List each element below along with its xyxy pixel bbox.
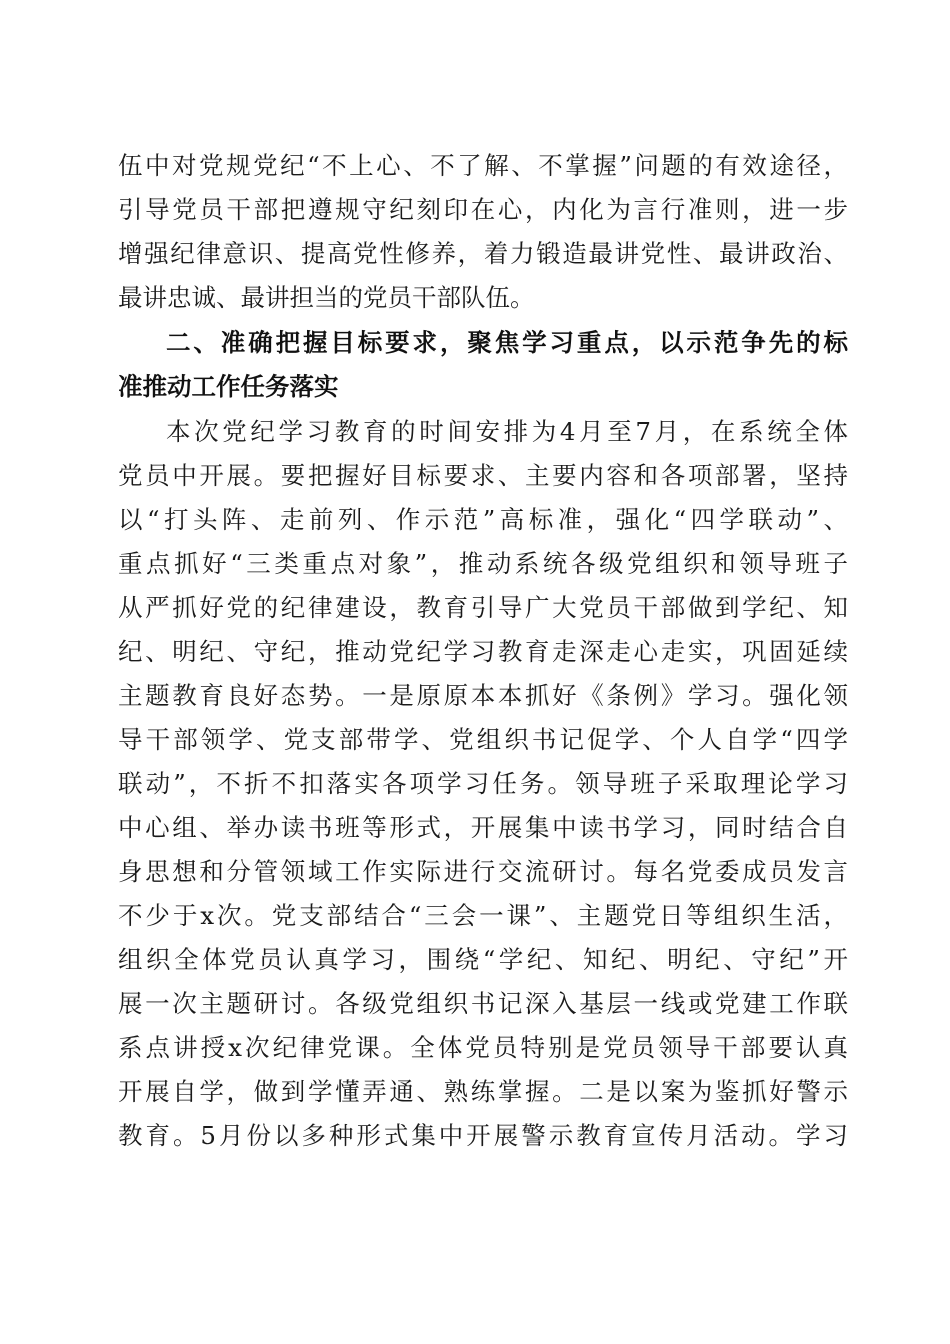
- paragraph-line: 重点抓好“三类重点对象”，推动系统各级党组织和领导班子: [118, 549, 848, 578]
- section-heading: 准推动工作任务落实: [118, 372, 339, 401]
- paragraph-line: 联动”，不折不扣落实各项学习任务。领导班子采取理论学习: [118, 769, 848, 798]
- paragraph-line: 身思想和分管领域工作实际进行交流研讨。每名党委成员发言: [118, 857, 848, 886]
- paragraph-line: 伍中对党规党纪“不上心、不了解、不掌握”问题的有效途径，: [118, 151, 848, 180]
- paragraph-line: 增强纪律意识、提高党性修养，着力锻造最讲党性、最讲政治、: [118, 239, 848, 268]
- paragraph-line: 展一次主题研讨。各级党组织书记深入基层一线或党建工作联: [118, 989, 848, 1018]
- paragraph-line: 组织全体党员认真学习，围绕“学纪、知纪、明纪、守纪”开: [118, 945, 848, 974]
- paragraph-line: 主题教育良好态势。一是原原本本抓好《条例》学习。强化领: [118, 681, 848, 710]
- paragraph-line: 教育。5月份以多种形式集中开展警示教育宣传月活动。学习: [118, 1121, 848, 1150]
- paragraph-line: 最讲忠诚、最讲担当的党员干部队伍。: [118, 283, 535, 312]
- paragraph-line: 纪、明纪、守纪，推动党纪学习教育走深走心走实，巩固延续: [118, 637, 848, 666]
- paragraph-line: 以“打头阵、走前列、作示范”高标准，强化“四学联动”、: [118, 505, 848, 534]
- paragraph-line: 导干部领学、党支部带学、党组织书记促学、个人自学“四学: [118, 725, 848, 754]
- paragraph-line: 中心组、举办读书班等形式，开展集中读书学习，同时结合自: [118, 813, 848, 842]
- section-heading: 二、准确把握目标要求，聚焦学习重点，以示范争先的标: [166, 328, 848, 357]
- paragraph-line: 党员中开展。要把握好目标要求、主要内容和各项部署，坚持: [118, 461, 848, 490]
- paragraph-line: 开展自学，做到学懂弄通、熟练掌握。二是以案为鉴抓好警示: [118, 1077, 848, 1106]
- paragraph-line: 系点讲授x次纪律党课。全体党员特别是党员领导干部要认真: [118, 1033, 848, 1062]
- paragraph-line: 从严抓好党的纪律建设，教育引导广大党员干部做到学纪、知: [118, 593, 848, 622]
- paragraph-line: 引导党员干部把遵规守纪刻印在心，内化为言行准则，进一步: [118, 195, 848, 224]
- paragraph-line: 不少于x次。党支部结合“三会一课”、主题党日等组织生活，: [118, 901, 848, 930]
- paragraph-line: 本次党纪学习教育的时间安排为4月至7月，在系统全体: [166, 417, 848, 446]
